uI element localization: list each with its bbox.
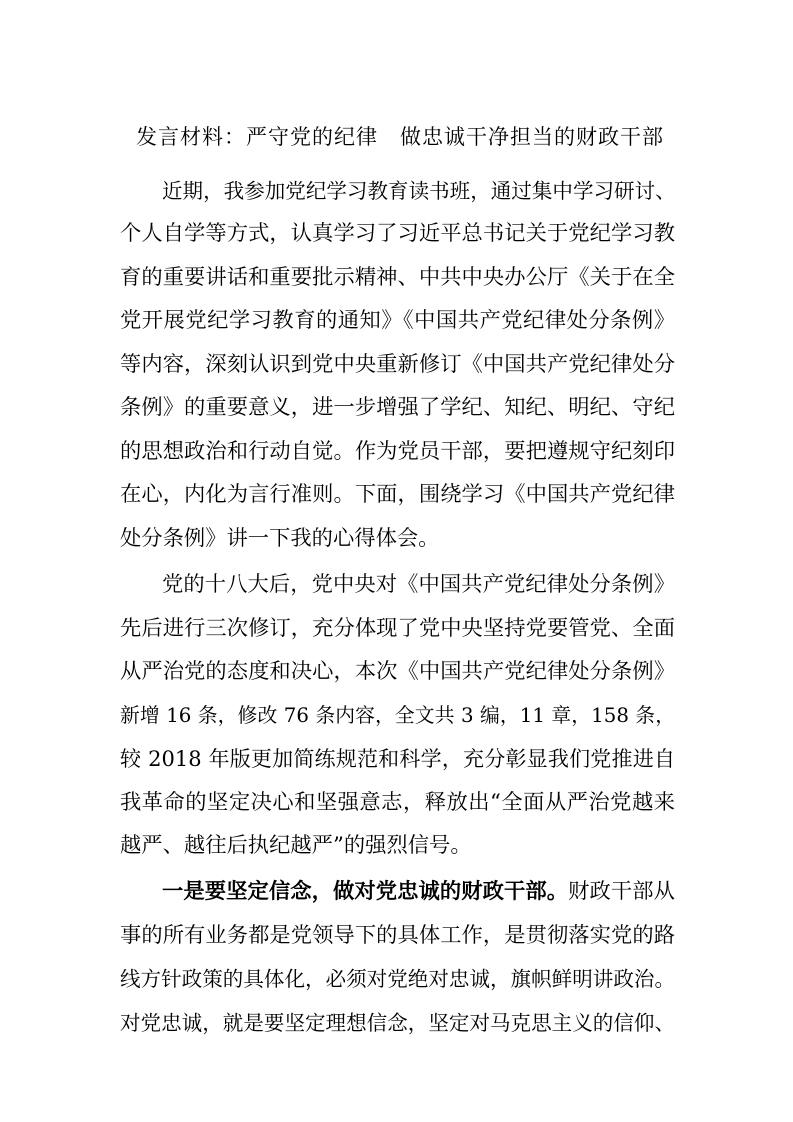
- document-title: 发言材料：严守党的纪律 做忠诚干净担当的财政干部: [136, 125, 664, 149]
- paragraph-3-line-1: [162, 877, 675, 907]
- paragraph-1-line-6: 条例》的重要意义，进一步增强了学纪、知纪、明纪、守纪: [120, 395, 675, 420]
- paragraph-1-line-7: 的思想政治和行动自觉。作为党员干部，要把遵规守纪刻印: [120, 439, 675, 464]
- paragraph-1-line-2: 个人自学等方式，认真学习了习近平总书记关于党纪学习教: [120, 221, 675, 246]
- paragraph-3-line-4: 对党忠诚，就是要坚定理想信念，坚定对马克思主义的信仰、: [120, 1011, 675, 1035]
- paragraph-1-line-4: 党开展党纪学习教育的通知》《中国共产党纪律处分条例》: [120, 308, 675, 333]
- paragraph-1-line-8: 在心，内化为言行准则。下面，围绕学习《中国共产党纪律: [120, 482, 675, 507]
- paragraph-1-line-1: 近期，我参加党纪学习教育读书班，通过集中学习研讨、: [162, 179, 676, 203]
- paragraph-1-line-9: 处分条例》讲一下我的心得体会。: [120, 526, 440, 551]
- paragraph-1-line-3: 育的重要讲话和重要批示精神、中共中央办公厅《关于在全: [120, 265, 675, 290]
- paragraph-2-line-4: 新增 16 条，修改 76 条内容，全文共 3 编，11 章，158 条，: [120, 704, 675, 727]
- paragraph-2-line-5: 较 2018 年版更加简练规范和科学，充分彰显我们党推进自: [120, 746, 675, 771]
- paragraph-3-heading: 一是要坚定信念，做对党忠诚的财政干部。: [162, 879, 569, 904]
- paragraph-3-line-3: 线方针政策的具体化，必须对党绝对忠诚，旗帜鲜明讲政治。: [120, 967, 675, 991]
- paragraph-2-line-7: 越严、越往后执纪越严”的强烈信号。: [120, 833, 472, 858]
- paragraph-2-line-3: 从严治党的态度和决心，本次《中国共产党纪律处分条例》: [120, 659, 675, 684]
- paragraph-2-line-6: 我革命的坚定决心和坚强意志，释放出“全面从严治党越来: [120, 790, 675, 815]
- paragraph-3-line-2: 事的所有业务都是党领导下的具体工作，是贯彻落实党的路: [120, 923, 675, 948]
- paragraph-1-line-5: 等内容，深刻认识到党中央重新修订《中国共产党纪律处分: [120, 352, 675, 377]
- paragraph-3-lead-text: 财政干部从: [568, 879, 675, 904]
- paragraph-2-line-1: 党的十八大后，党中央对《中国共产党纪律处分条例》: [162, 572, 675, 597]
- paragraph-2-line-2: 先后进行三次修订，充分体现了党中央坚持党要管党、全面: [120, 616, 675, 641]
